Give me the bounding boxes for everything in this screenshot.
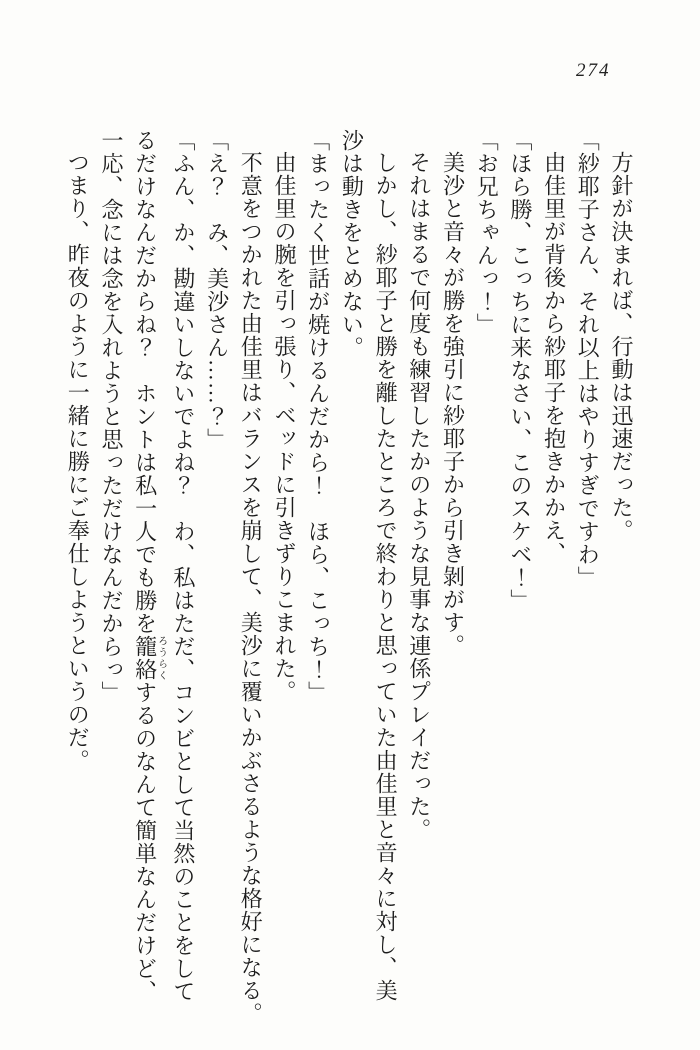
text-line-7: それはまるで何度も練習したかのような見事な連係プレイだった。 xyxy=(406,151,432,841)
text-line-3: 由佳里が背後から紗耶子を抱きかかえ、 xyxy=(541,151,567,565)
text-line-6: 美沙と音々が勝を強引に紗耶子から引き剝がす。 xyxy=(440,151,466,657)
furigana-word: 籠絡ろうらく xyxy=(132,635,167,681)
text-line-9: 沙は動きをとめない。 xyxy=(339,129,365,359)
text-line-2: 「紗耶子さん、それ以上はやりすぎですわ」 xyxy=(575,129,601,589)
text-line-15: るだけなんだからね？ ホントは私一人でも勝を籠絡ろうらくするのなんて簡単なんだけど、 xyxy=(132,129,167,1003)
text-line-5: 「お兄ちゃんっ！」 xyxy=(474,129,500,336)
vertical-text-block xyxy=(61,129,638,1024)
text-line-16: 一応、念には念を入れようと思っただけなんだからっ」 xyxy=(98,129,124,704)
text-line-13: 「え？ み、美沙さん……？」 xyxy=(204,129,230,451)
text-line-4: 「ほら勝、こっちに来なさい、このスケベ！」 xyxy=(507,129,533,612)
text-line-1: 方針が決まれば、行動は迅速だった。 xyxy=(609,151,634,542)
text-line-11: 由佳里の腕を引っ張り、ベッドに引きずりこまれた。 xyxy=(271,151,297,703)
page-number: 274 xyxy=(576,60,611,81)
text-line-12: 不意をつかれた由佳里はバランスを崩して、美沙に覆いかぶさるような格好になる。 xyxy=(238,151,264,1025)
text-line-14: 「ふん、か、勘違いしないでよね？ わ、私はただ、コンビとして当然のことをして xyxy=(170,129,196,1003)
text-line-10: 「まったく世話が焼けるんだから！ ほら、こっち！」 xyxy=(305,129,331,704)
text-line-17: つまり、昨夜のように一緒に勝にご奉仕しようというのだ。 xyxy=(65,151,91,772)
text-line-8: しかし、紗耶子と勝を離したところで終わりと思っていた由佳里と音々に対し、美 xyxy=(373,151,399,1002)
